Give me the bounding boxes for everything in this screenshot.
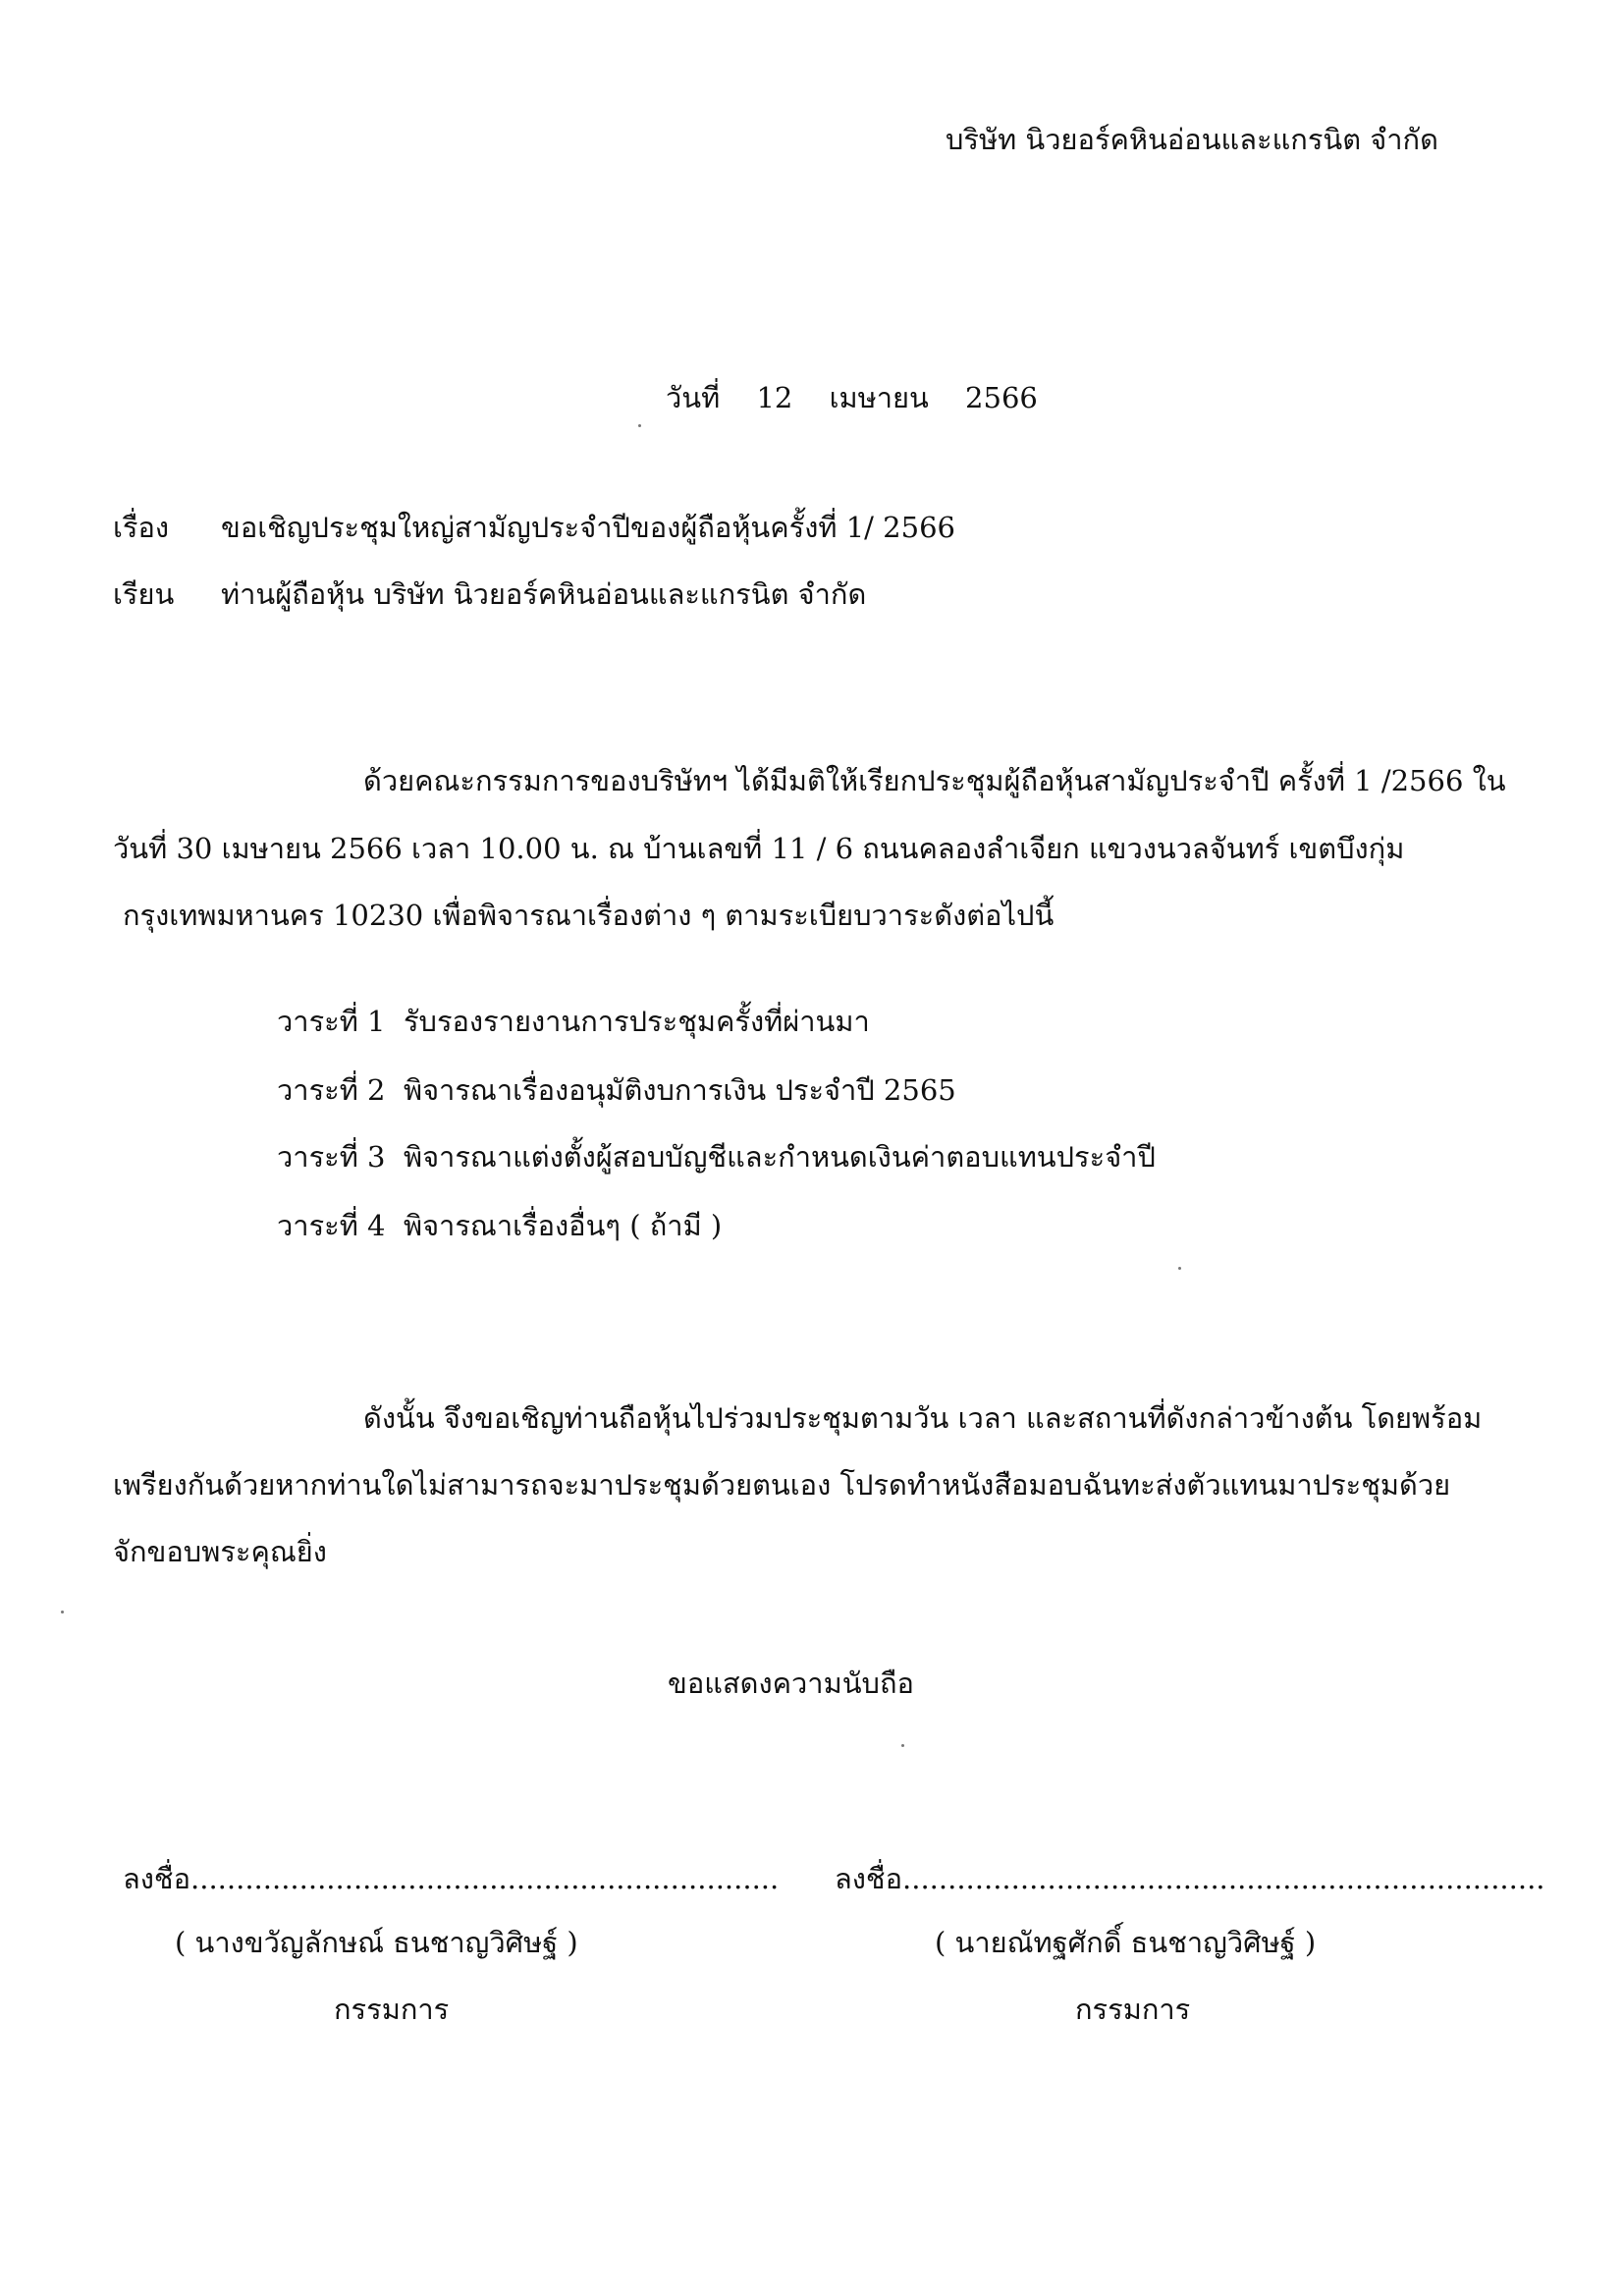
paragraph2-line: ดังนั้น จึงขอเชิญท่านถือหุ้นไปร่วมประชุมตามวัน เวลา และสถานที่ดังกล่าวข้างต้น โดยพร้อม <box>363 1401 1483 1435</box>
subject-line <box>113 508 955 547</box>
agenda-label: วาระที่ 3 <box>277 1140 386 1174</box>
paragraph1-line: ด้วยคณะกรรมการของบริษัทฯ ได้มีมติให้เรียกประชุมผู้ถือหุ้นสามัญประจำปี ครั้งที่ 1 /2566 ใน <box>363 764 1506 797</box>
paragraph1-line: กรุงเทพมหานคร 10230 เพื่อพิจารณาเรื่องต่าง ๆ ตามระเบียบวาระดังต่อไปนี้ <box>123 899 1055 932</box>
scan-speck <box>1178 1267 1181 1270</box>
agenda-label: วาระที่ 4 <box>277 1209 386 1242</box>
scan-speck <box>901 1744 904 1747</box>
signature-line: ลงชื่อ................................................................. <box>123 1862 780 1895</box>
signature-line: ลงชื่อ....................................................................... <box>835 1862 1545 1895</box>
subject-label: เรื่อง <box>113 511 170 544</box>
date-prefix: วันที่ <box>666 381 721 414</box>
agenda-item <box>277 1070 956 1110</box>
closing-phrase: ขอแสดงความนับถือ <box>668 1667 914 1700</box>
signatory-name: ( นางขวัญลักษณ์ ธนชาญวิศิษฐ์ ) <box>175 1926 578 1959</box>
signatory-name: ( นายณัทฐศักดิ์ ธนชาญวิศิษฐ์ ) <box>935 1926 1317 1959</box>
paragraph2-line: เพรียงกันด้วยหากท่านใดไม่สามารถจะมาประชุมด้วยตนเอง โปรดทำหนังสือมอบฉันทะส่งตัวแทนมาประชุมด้วย <box>113 1468 1451 1502</box>
agenda-text: พิจารณาเรื่องอื่นๆ ( ถ้ามี ) <box>403 1209 723 1242</box>
date-day: 12 <box>756 381 793 414</box>
scan-speck <box>61 1611 64 1613</box>
paragraph1-line: วันที่ 30 เมษายน 2566 เวลา 10.00 น. ณ บ้านเลขที่ 11 / 6 ถนนคลองลำเจียก แขวงนวลจันทร์ เขตบึงกุ่ม <box>113 832 1405 865</box>
agenda-label: วาระที่ 2 <box>277 1073 386 1107</box>
agenda-text: พิจารณาเรื่องอนุมัติงบการเงิน ประจำปี 2565 <box>403 1073 956 1107</box>
recipient-label: เรียน <box>113 577 175 611</box>
recipient-line <box>113 574 866 614</box>
company-header: บริษัท นิวยอร์คหินอ่อนและแกรนิต จำกัด <box>946 123 1438 156</box>
letter-date <box>666 378 1038 417</box>
agenda-item <box>277 1137 1156 1176</box>
agenda-item <box>277 1206 722 1245</box>
agenda-text: รับรองรายงานการประชุมครั้งที่ผ่านมา <box>403 1005 870 1038</box>
signatory-role: กรรมการ <box>1075 1993 1191 2026</box>
scan-speck <box>638 424 641 427</box>
subject-text: ขอเชิญประชุมใหญ่สามัญประจำปีของผู้ถือหุ้นครั้งที่ 1/ 2566 <box>221 511 955 544</box>
signatory-role: กรรมการ <box>334 1993 450 2026</box>
agenda-text: พิจารณาแต่งตั้งผู้สอบบัญชีและกำหนดเงินค่าตอบแทนประจำปี <box>403 1140 1156 1174</box>
agenda-item <box>277 1002 870 1041</box>
paragraph2-line: จักขอบพระคุณยิ่ง <box>113 1535 327 1568</box>
date-year: 2566 <box>965 381 1038 414</box>
agenda-label: วาระที่ 1 <box>277 1005 386 1038</box>
date-month: เมษายน <box>829 381 929 414</box>
recipient-text: ท่านผู้ถือหุ้น บริษัท นิวยอร์คหินอ่อนและแกรนิต จำกัด <box>221 577 867 611</box>
